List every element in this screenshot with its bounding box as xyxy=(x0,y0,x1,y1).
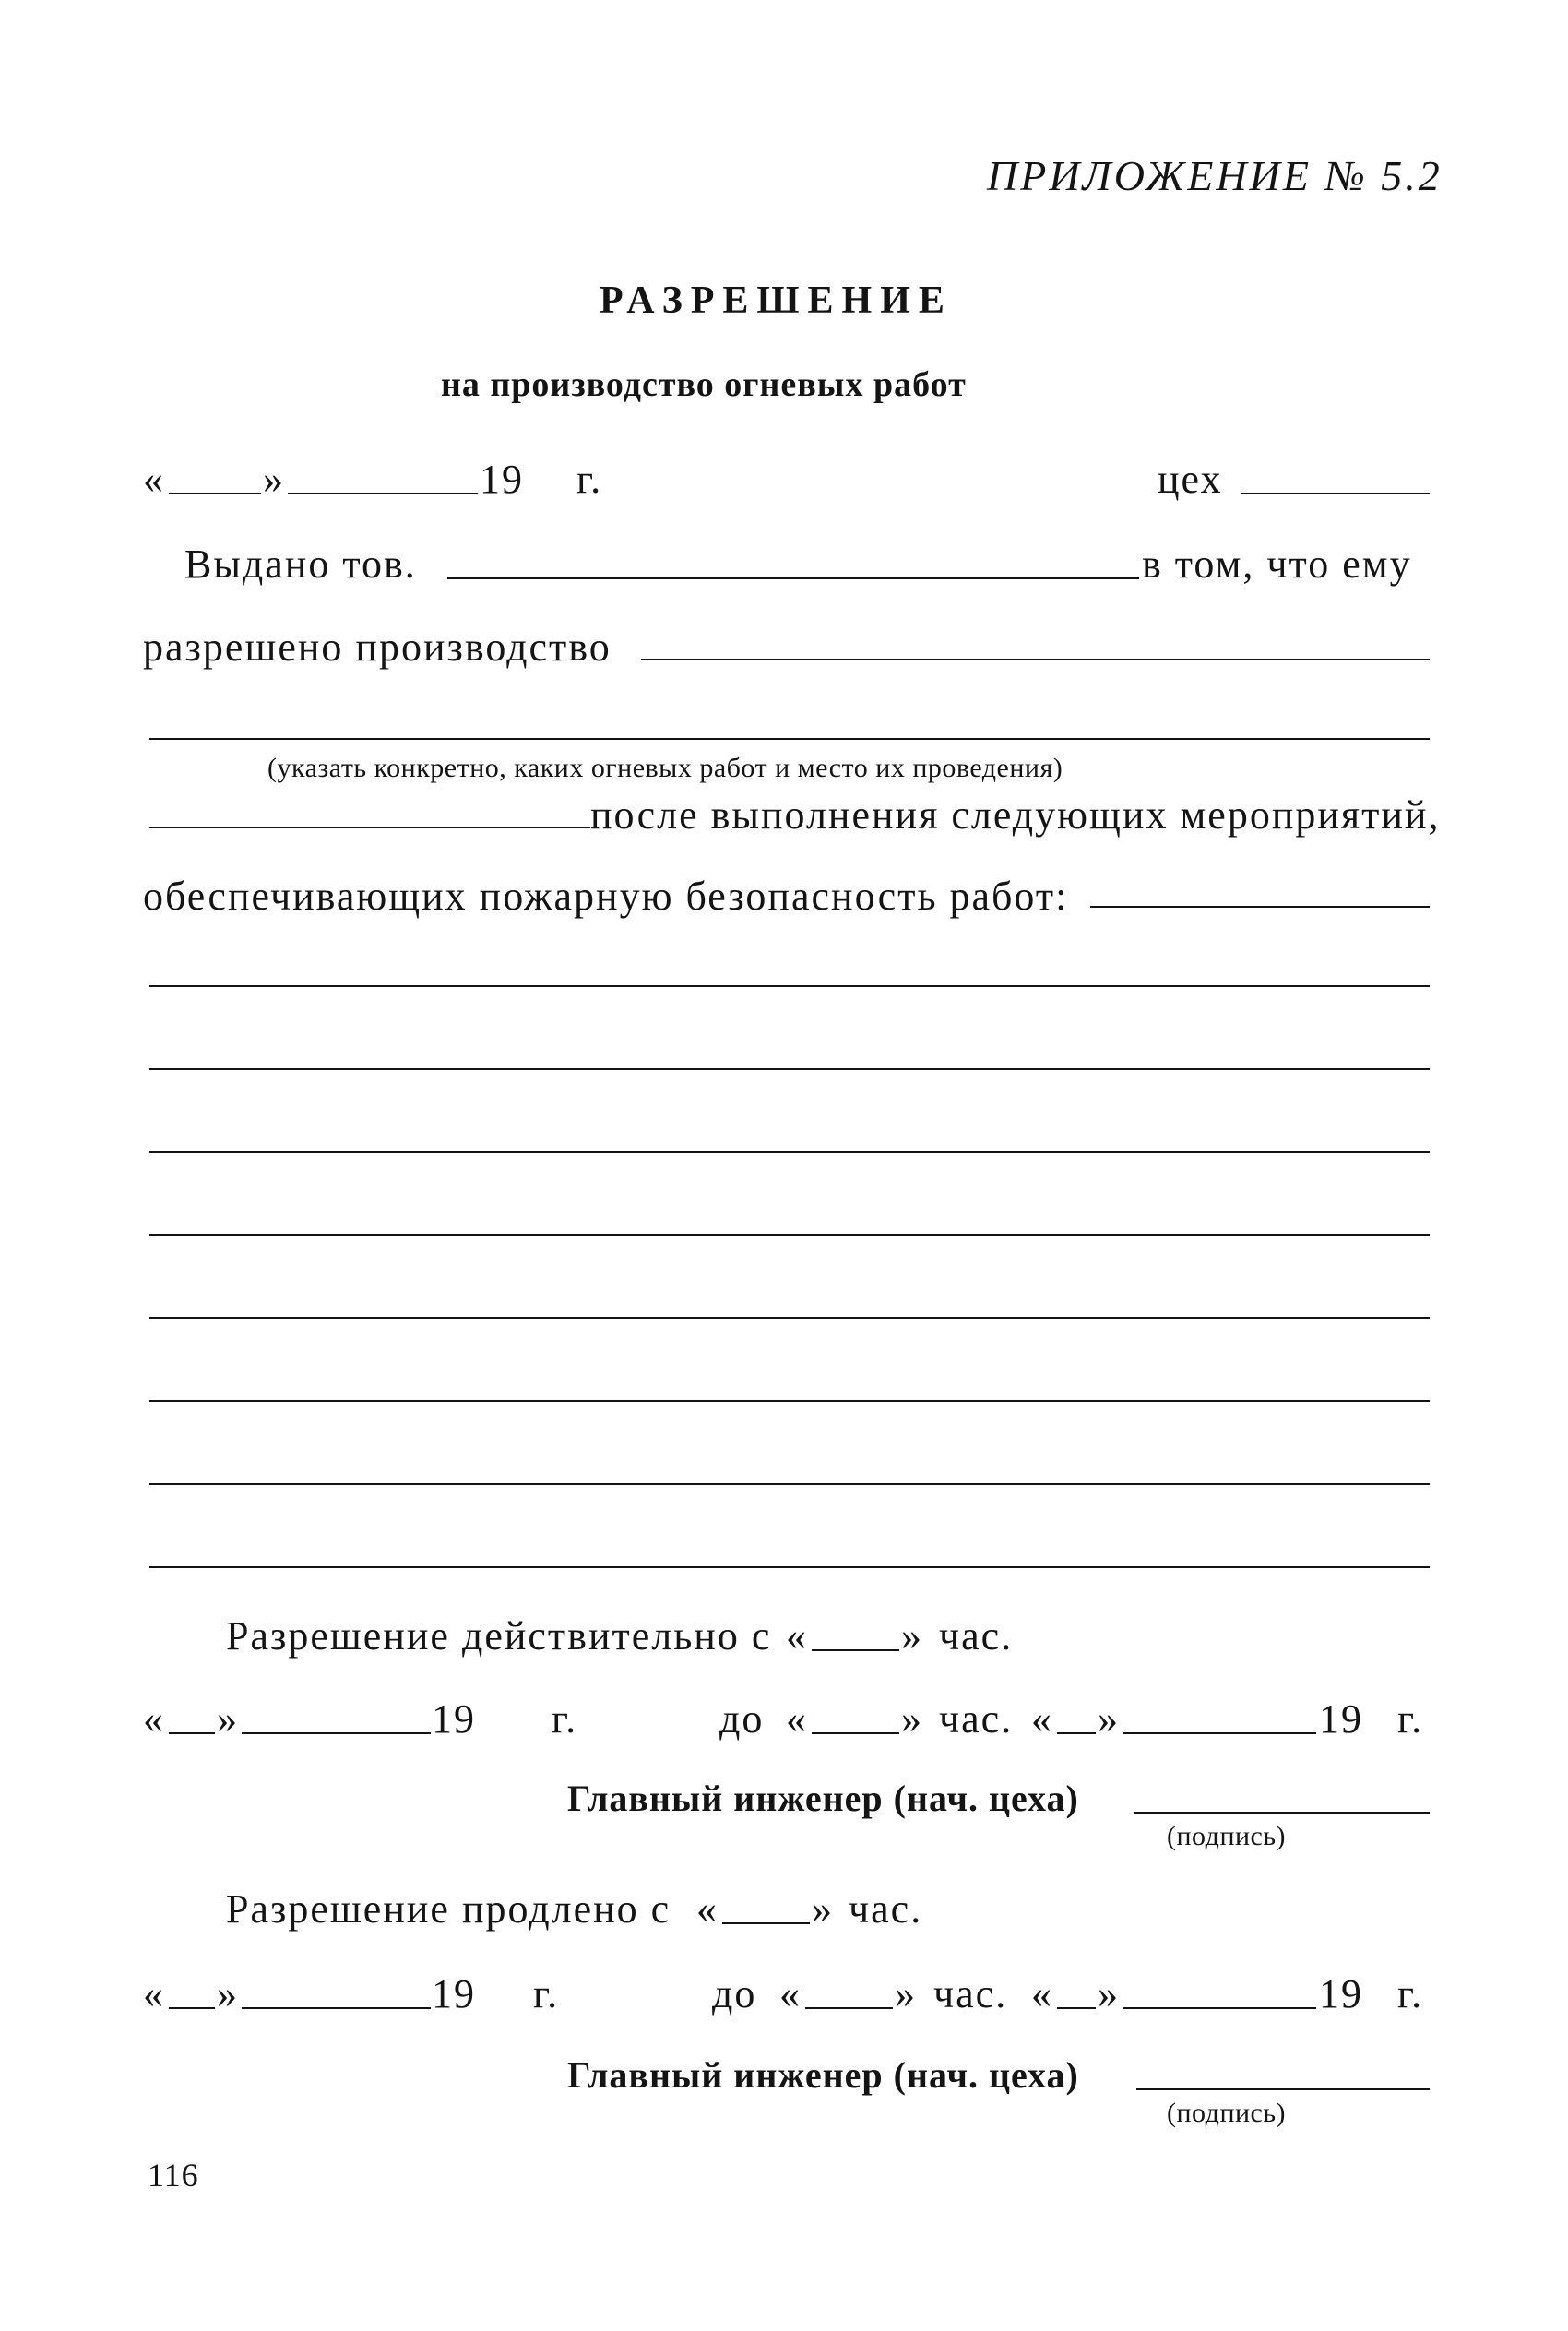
extended-hour-label: час. xyxy=(849,1886,923,1932)
signer2-signature-note: (подпись) xyxy=(1167,2098,1287,2128)
date-year-prefix: 19 xyxy=(480,457,524,502)
extended-from-month-blank[interactable] xyxy=(242,2007,431,2009)
issued-name-blank[interactable] xyxy=(447,577,1139,579)
measures-line[interactable] xyxy=(149,1317,1430,1319)
extended-hour-blank[interactable] xyxy=(722,1922,810,1924)
measures-line[interactable] xyxy=(149,1400,1430,1402)
measures-line[interactable] xyxy=(149,1151,1430,1153)
valid-label: Разрешение действительно с xyxy=(226,1613,772,1659)
measures-line[interactable] xyxy=(149,1483,1430,1485)
measures-line[interactable] xyxy=(149,1068,1430,1070)
valid-from-year: 19 xyxy=(432,1696,476,1742)
valid-from-year-suffix: г. xyxy=(552,1696,578,1742)
valid-until-hour-close-quote: » xyxy=(901,1696,923,1742)
extended-until-open-quote: « xyxy=(1031,1971,1053,2016)
permitted-label: разрешено производство xyxy=(143,624,612,670)
valid-hour-open-quote: « xyxy=(786,1613,808,1659)
date-month-blank[interactable] xyxy=(288,493,478,494)
works-description-line[interactable] xyxy=(149,738,1430,740)
extended-until-hour-label: час. xyxy=(933,1971,1008,2016)
valid-until-open-quote: « xyxy=(1031,1696,1053,1742)
permitted-works-blank[interactable] xyxy=(641,659,1430,660)
valid-until-hour-open-quote: « xyxy=(786,1696,808,1742)
shop-blank[interactable] xyxy=(1241,493,1430,494)
appendix-label: ПРИЛОЖЕНИЕ № 5.2 xyxy=(987,152,1443,199)
signer1-label: Главный инженер (нач. цеха) xyxy=(567,1778,1079,1819)
extended-from-open-quote: « xyxy=(143,1971,165,2016)
extended-until-hour-open-quote: « xyxy=(779,1971,802,2016)
valid-until-label: до xyxy=(719,1696,765,1742)
page-number: 116 xyxy=(148,2157,199,2194)
date-open-quote: « xyxy=(143,457,165,502)
signer2-signature-blank[interactable] xyxy=(1136,2088,1430,2090)
issued-label: Выдано тов. xyxy=(184,541,417,587)
extended-from-year: 19 xyxy=(432,1971,476,2016)
valid-hour-close-quote: » xyxy=(901,1613,923,1659)
date-close-quote: » xyxy=(263,457,285,502)
extended-label: Разрешение продлено с xyxy=(226,1886,671,1932)
signer2-label: Главный инженер (нач. цеха) xyxy=(567,2054,1079,2096)
date-year-suffix: г. xyxy=(576,457,603,502)
extended-from-close-quote: » xyxy=(217,1971,239,2016)
shop-label: цех xyxy=(1158,457,1223,502)
works-place-blank[interactable] xyxy=(149,827,590,828)
valid-hour-label: час. xyxy=(939,1613,1014,1659)
date-day-blank[interactable] xyxy=(169,493,261,494)
extended-until-month-blank[interactable] xyxy=(1123,2007,1316,2009)
valid-until-month-blank[interactable] xyxy=(1123,1732,1316,1734)
signer1-signature-blank[interactable] xyxy=(1134,1812,1430,1814)
extended-hour-close-quote: » xyxy=(812,1886,834,1932)
valid-until-hour-label: час. xyxy=(939,1696,1014,1742)
issued-suffix: в том, что ему xyxy=(1142,541,1412,587)
valid-hour-blank[interactable] xyxy=(812,1649,899,1651)
valid-until-hour-blank[interactable] xyxy=(812,1732,899,1734)
measures-line[interactable] xyxy=(149,985,1430,987)
after-measures-text: после выполнения следующих мероприятий, xyxy=(590,792,1441,838)
works-note: (указать конкретно, каких огневых работ и место их проведения) xyxy=(267,753,1063,783)
valid-until-year-suffix: г. xyxy=(1397,1696,1424,1742)
measures-line[interactable] xyxy=(149,1566,1430,1568)
extended-from-year-suffix: г. xyxy=(533,1971,560,2016)
valid-from-day-blank[interactable] xyxy=(169,1732,215,1734)
safety-measures-blank[interactable] xyxy=(1090,906,1430,908)
extended-until-year-suffix: г. xyxy=(1397,1971,1424,2016)
measures-line[interactable] xyxy=(149,1234,1430,1236)
extended-until-day-blank[interactable] xyxy=(1057,2007,1096,2009)
safety-text: обеспечивающих пожарную безопасность работ: xyxy=(143,874,1069,919)
extended-until-close-quote: » xyxy=(1098,1971,1120,2016)
extended-hour-open-quote: « xyxy=(696,1886,719,1932)
valid-from-open-quote: « xyxy=(143,1696,165,1742)
valid-from-close-quote: » xyxy=(217,1696,239,1742)
extended-until-hour-blank[interactable] xyxy=(805,2007,893,2009)
valid-until-close-quote: » xyxy=(1098,1696,1120,1742)
extended-until-year: 19 xyxy=(1319,1971,1363,2016)
valid-until-year: 19 xyxy=(1319,1696,1363,1742)
valid-from-month-blank[interactable] xyxy=(242,1732,431,1734)
document-subtitle: на производство огневых работ xyxy=(441,365,967,404)
extended-until-label: до xyxy=(712,1971,757,2016)
extended-until-hour-close-quote: » xyxy=(895,1971,917,2016)
valid-until-day-blank[interactable] xyxy=(1057,1732,1096,1734)
signer1-signature-note: (подпись) xyxy=(1167,1821,1287,1851)
extended-from-day-blank[interactable] xyxy=(169,2007,215,2009)
document-title: РАЗРЕШЕНИЕ xyxy=(600,279,953,322)
